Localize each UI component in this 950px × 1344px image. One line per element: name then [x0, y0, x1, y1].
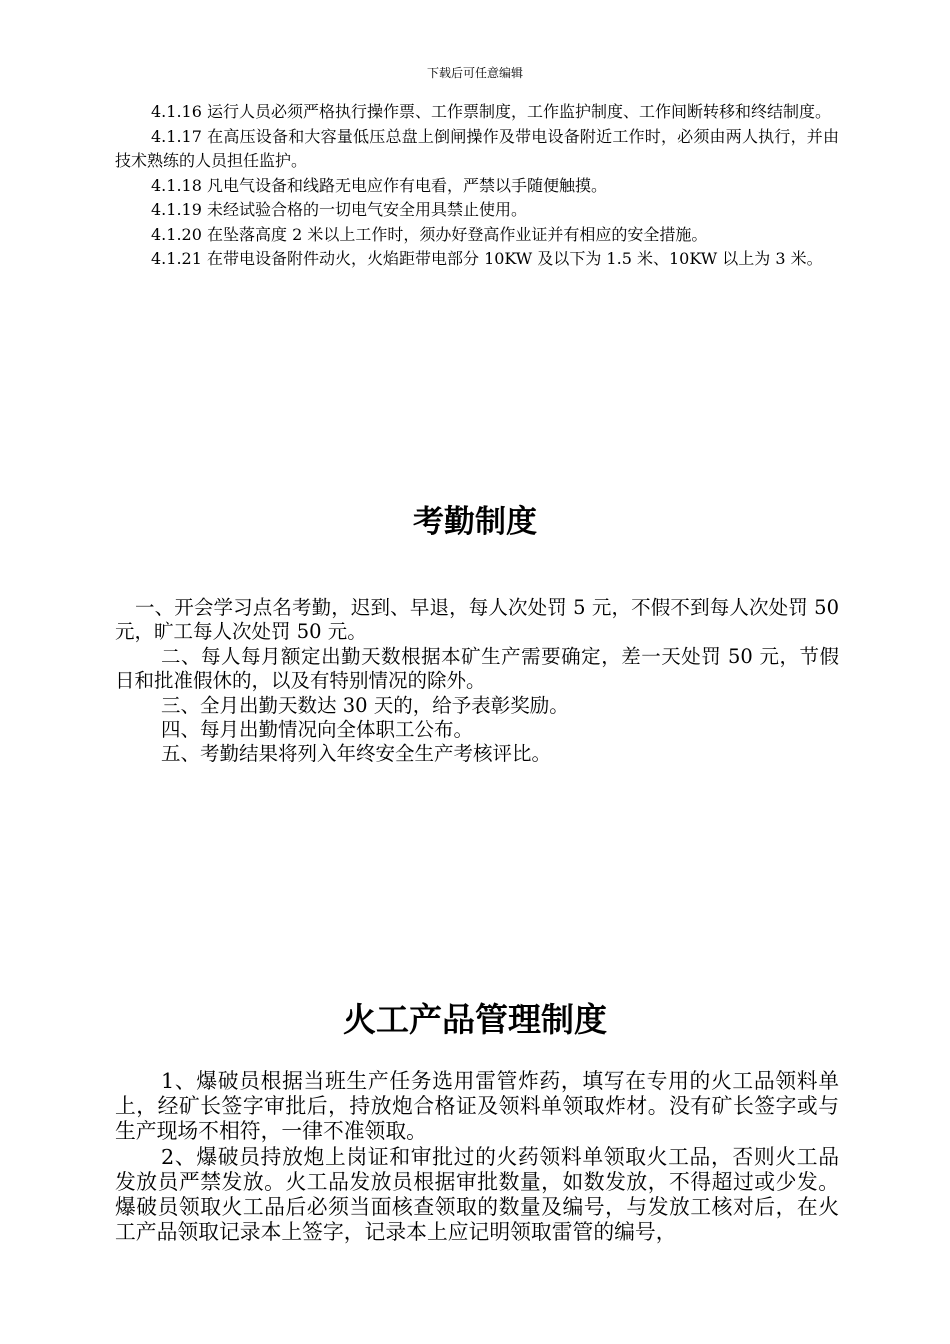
- attendance-item-5: 五、考勤结果将列入年终安全生产考核评比。: [161, 742, 552, 766]
- clause-4-1-19: 4.1.19 未经试验合格的一切电气安全用具禁止使用。: [151, 200, 527, 219]
- clause-4-1-20: 4.1.20 在坠落高度 2 米以上工作时，须办好登高作业证并有相应的安全措施。: [151, 224, 708, 244]
- attendance-title: 考勤制度: [413, 504, 537, 540]
- attendance-item-2: 二、每人每月额定出勤天数根据本矿生产需要确定，差一天处罚 50 元，节假日和批准假休的，以及有特别情况的除外。: [115, 644, 839, 693]
- clause-4-1-16: 4.1.16 运行人员必须严格执行操作票、工作票制度，工作监护制度、工作间断转移和终结制度。: [151, 102, 831, 121]
- attendance-section: [115, 596, 839, 767]
- clause-4-1-17: 4.1.17 在高压设备和大容量低压总盘上倒闸操作及带电设备附近工作时，必须由两人执行，并由技术熟练的人员担任监护。: [115, 126, 839, 170]
- attendance-item-4: 四、每月出勤情况向全体职工公布。: [161, 718, 474, 742]
- electrical-safety-section: [115, 100, 839, 272]
- page-header: 下载后可任意编辑: [426, 66, 523, 80]
- attendance-item-3: 三、全月出勤天数达 30 天的，给予表彰奖励。: [161, 693, 569, 717]
- explosives-section: [115, 1069, 839, 1245]
- explosives-item-1: 1、爆破员根据当班生产任务选用雷管炸药，填写在专用的火工品领料单上，经矿长签字审批后，持放炮合格证及领料单领取炸材。没有矿长签字或与生产现场不相符，一律不准领取。: [115, 1069, 839, 1144]
- explosives-item-2: 2、爆破员持放炮上岗证和审批过的火药领料单领取火工品，否则火工品发放员严禁发放。火工品发放员根据审批数量，如数发放，不得超过或少发。爆破员领取火工品后必须当面核查领取的数量及编号，与发放工核对后，在火工产品领取记录本上签字，记录本上应记明领取雷管的编号，: [115, 1144, 839, 1245]
- explosives-title: 火工产品管理制度: [343, 1000, 607, 1039]
- clause-4-1-21: 4.1.21 在带电设备附件动火，火焰距带电部分 10KW 及以下为 1.5 米、10KW 以上为 3 米。: [151, 249, 823, 268]
- attendance-item-1: 一、开会学习点名考勤，迟到、早退，每人次处罚 5 元，不假不到每人次处罚 50 元，旷工每人次处罚 50 元。: [115, 596, 839, 644]
- clause-4-1-18: 4.1.18 凡电气设备和线路无电应作有电看，严禁以手随便触摸。: [151, 175, 607, 195]
